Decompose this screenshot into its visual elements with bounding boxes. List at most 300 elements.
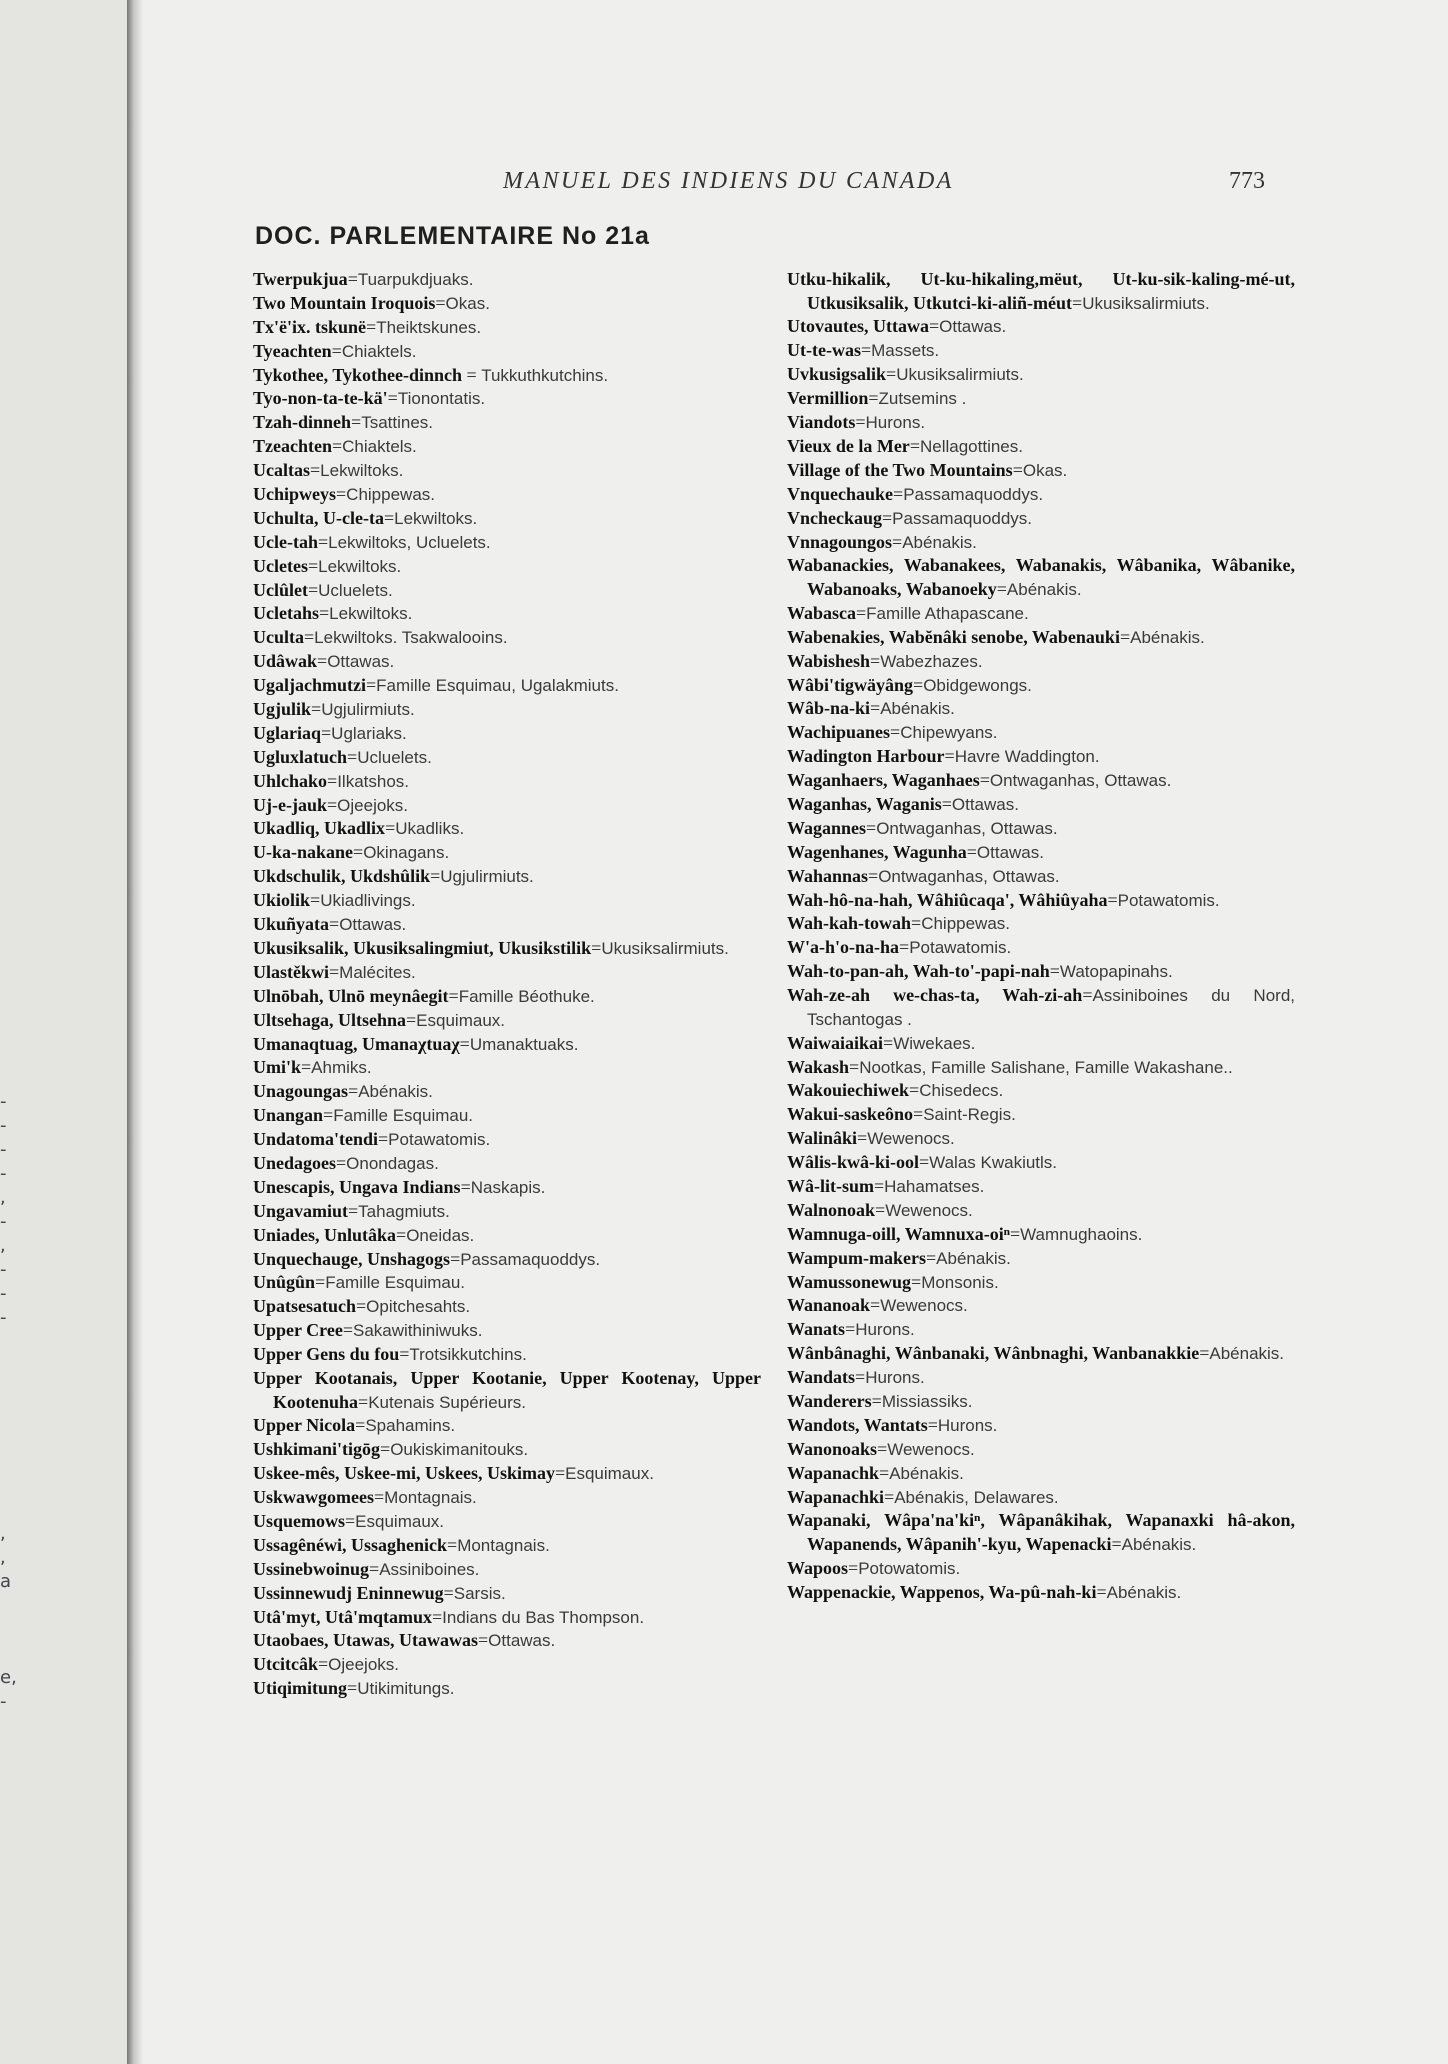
entry-separator: = — [443, 1582, 454, 1603]
index-entry — [787, 889, 1295, 913]
entry-separator: = — [450, 1248, 461, 1269]
edge-mark: e, — [0, 1667, 17, 1688]
entry-term: Wabenakies, Wabĕnâki senobe, Wabenauki — [787, 626, 1120, 647]
entry-separator: = — [399, 1344, 410, 1365]
entry-equivalent: Famille Esquimau, Ugalakmiuts. — [376, 676, 619, 696]
entry-equivalent: Lekwiltoks, Ucluelets. — [328, 532, 491, 552]
entry-term: Usquemows — [253, 1511, 346, 1532]
entry-term: Wandats — [787, 1367, 856, 1388]
entry-equivalent: Onondagas. — [346, 1153, 439, 1173]
index-entry — [253, 626, 761, 650]
index-entry — [787, 1223, 1295, 1247]
entry-equivalent: Chisedecs. — [919, 1081, 1004, 1101]
index-entry — [253, 292, 761, 316]
index-entry — [787, 1271, 1295, 1295]
index-entry — [253, 1677, 761, 1701]
index-entry — [253, 1343, 761, 1367]
edge-mark — [0, 1426, 14, 1450]
right-column — [787, 268, 1295, 1605]
entry-term: Wah-kah-towah — [787, 913, 912, 934]
entry-equivalent: Ahmiks. — [311, 1058, 372, 1078]
entry-equivalent: Malécites. — [339, 962, 416, 982]
entry-separator: = — [845, 1319, 856, 1340]
entry-equivalent: Tahagmiuts. — [358, 1201, 450, 1221]
entry-separator: = — [435, 292, 446, 313]
document-label: DOC. PARLEMENTAIRE No 21a — [255, 222, 650, 250]
index-entry — [787, 411, 1295, 435]
index-entry — [253, 316, 761, 340]
index-entry — [787, 841, 1295, 865]
entry-equivalent: Ojeejoks. — [337, 795, 409, 815]
index-entry — [787, 1509, 1295, 1556]
entry-separator: = — [406, 1009, 417, 1030]
entry-equivalent: Famille Esquimau. — [325, 1273, 466, 1293]
entry-equivalent: Okas. — [1022, 460, 1068, 480]
index-entry — [787, 1294, 1295, 1318]
entry-separator: = — [365, 675, 377, 696]
entry-separator: = — [323, 1105, 334, 1126]
entry-equivalent: Oukiskimanitouks. — [390, 1440, 529, 1460]
entry-term: Wamnuga-oill, Wamnuxa-oiⁿ — [787, 1223, 1010, 1244]
entry-equivalent: Potawatomis. — [388, 1130, 491, 1150]
entry-equivalent: Walas Kwakiutls. — [929, 1153, 1058, 1173]
entry-term: Wadington Harbour — [787, 746, 945, 767]
entry-equivalent: Indians du Bas Thompson. — [442, 1607, 645, 1627]
entry-separator: = — [893, 483, 904, 504]
entry-separator: = — [351, 412, 362, 433]
edge-mark: , — [0, 1523, 6, 1544]
entry-equivalent: Hurons. — [865, 413, 926, 433]
entry-equivalent: Abénakis, Delawares. — [894, 1487, 1059, 1507]
entry-term: Unagoungas — [253, 1081, 349, 1102]
index-entry — [253, 794, 761, 818]
entry-separator: = — [944, 746, 955, 767]
edge-mark: - — [0, 1091, 7, 1112]
entry-equivalent: Monsonis. — [921, 1272, 999, 1292]
index-entry — [253, 1510, 761, 1534]
entry-term: Ukiolik — [253, 890, 311, 911]
entry-term: Umanaqtuag, Umanaχtuaχ — [253, 1033, 460, 1054]
entry-term: Unûgûn — [253, 1272, 316, 1293]
entry-term: Uchulta, U-cle-ta — [253, 507, 384, 528]
entry-term: Wâb-na-ki — [787, 698, 871, 719]
index-entry — [253, 1414, 761, 1438]
entry-equivalent: Chiaktels. — [341, 341, 417, 361]
index-entry — [787, 626, 1295, 650]
entry-separator: = — [459, 1033, 470, 1054]
entry-term: Uvkusigsalik — [787, 364, 887, 385]
entry-term: Wanonoaks — [787, 1438, 878, 1459]
entry-term: Uchipweys — [253, 484, 337, 505]
entry-separator: = — [1012, 459, 1023, 480]
index-entry — [787, 674, 1295, 698]
edge-mark — [0, 1618, 14, 1642]
entry-equivalent: Abénakis. — [1209, 1344, 1285, 1364]
index-entry — [253, 1128, 761, 1152]
entry-term: Ulnōbah, Ulnō meynâegit — [253, 985, 449, 1006]
entry-term: Wandots, Wantats — [787, 1414, 928, 1435]
entry-separator: = — [317, 651, 328, 672]
entry-equivalent: Opitchesahts. — [366, 1297, 471, 1317]
entry-equivalent: Ugjulirmiuts. — [321, 700, 415, 720]
entry-separator: = — [1009, 1223, 1021, 1244]
entry-equivalent: Esquimaux. — [565, 1464, 654, 1484]
entry-term: Tyo-non-ta-te-kä' — [253, 388, 388, 409]
entry-equivalent: Ukusiksalirmiuts. — [1082, 293, 1210, 313]
entry-equivalent: Ojeejoks. — [328, 1655, 400, 1675]
index-entry — [787, 1318, 1295, 1342]
index-entry — [787, 1247, 1295, 1271]
entry-term: Vncheckaug — [787, 507, 883, 528]
index-entry — [253, 913, 761, 937]
edge-mark: , — [0, 1235, 6, 1256]
entry-equivalent: Esquimaux. — [416, 1010, 505, 1030]
entry-term: Wagannes — [787, 817, 867, 838]
entry-equivalent: Ukusiksalirmiuts. — [896, 365, 1024, 385]
entry-equivalent: Chippewas. — [346, 485, 435, 505]
entry-equivalent: Umanaktuaks. — [469, 1034, 579, 1054]
entry-separator: = — [336, 484, 347, 505]
entry-term: Wappenackie, Wappenos, Wa-pû-nah-ki — [787, 1581, 1097, 1602]
edge-mark — [0, 1402, 14, 1426]
index-entry — [787, 697, 1295, 721]
entry-term: Wabishesh — [787, 650, 871, 671]
index-entry — [253, 411, 761, 435]
index-entry — [787, 721, 1295, 745]
index-entry — [253, 364, 761, 388]
entry-separator: = — [307, 555, 319, 576]
entry-separator: = — [874, 1175, 885, 1196]
entry-separator: = — [1049, 961, 1060, 982]
index-entry — [787, 1127, 1295, 1151]
entry-equivalent: Chiaktels. — [342, 437, 417, 457]
index-entry — [253, 674, 761, 698]
edge-mark: - — [0, 1259, 7, 1280]
entry-separator: = — [909, 435, 920, 456]
entry-equivalent: Esquimaux. — [355, 1512, 444, 1532]
entry-term: Upper Kootanais, Upper Kootanie, Upper Kootenay, Upper Kootenuha — [253, 1367, 761, 1412]
entry-separator: = — [877, 1438, 888, 1459]
entry-term: Wapanachki — [787, 1486, 885, 1507]
entry-equivalent: Abénakis. — [1106, 1582, 1182, 1602]
entry-term: Wah-hô-na-hah, Wâhiûcaqa', Wâhiûyaha — [787, 889, 1108, 910]
entry-term: Ucaltas — [253, 460, 310, 481]
book-binding-shadow — [127, 0, 143, 2064]
entry-term: Twerpukjua — [253, 269, 348, 289]
entry-term: Ushkimani'tigōg — [253, 1439, 381, 1460]
edge-mark: - — [0, 1115, 7, 1136]
index-entry — [253, 555, 761, 579]
entry-equivalent: Passamaquoddys. — [892, 508, 1033, 528]
edge-mark — [0, 1474, 14, 1498]
entry-separator: = — [883, 1032, 894, 1053]
entry-equivalent: Hurons. — [855, 1320, 915, 1340]
entry-equivalent: Ucluelets. — [318, 580, 393, 600]
entry-term: Wanderers — [787, 1390, 872, 1411]
entry-term: Uj-e-jauk — [253, 794, 327, 815]
entry-separator: = — [336, 1152, 347, 1173]
entry-term: Wânbânaghi, Wânbanaki, Wânbnaghi, Wanbanakkie — [787, 1343, 1200, 1364]
index-entry — [787, 339, 1295, 363]
entry-separator: = — [913, 1104, 924, 1125]
entry-equivalent: Trotsikkutchins. — [409, 1345, 527, 1365]
index-entry — [253, 1056, 761, 1080]
index-entry — [787, 1390, 1295, 1414]
entry-separator: = — [385, 818, 396, 839]
edge-mark: - — [0, 1211, 7, 1232]
index-entry — [253, 1033, 761, 1057]
entry-term: Tzah-dinneh — [253, 412, 352, 433]
index-entry — [253, 746, 761, 770]
entry-equivalent: Wewenocs. — [887, 1439, 975, 1459]
edge-mark: - — [0, 1283, 7, 1304]
entry-equivalent: Utikimitungs. — [357, 1679, 455, 1699]
index-entry — [787, 459, 1295, 483]
entry-term: Uskee-mês, Uskee-mi, Uskees, Uskimay — [253, 1463, 555, 1484]
edge-mark: , — [0, 1547, 6, 1568]
index-entry — [253, 579, 761, 603]
entry-separator: = — [1072, 292, 1083, 313]
index-entry — [787, 1414, 1295, 1438]
entry-equivalent: Nootkas, Famille Salishane, Famille Wakashane.. — [859, 1057, 1233, 1077]
entry-term: Wapoos — [787, 1557, 849, 1578]
entry-separator: = — [347, 269, 358, 289]
entry-term: Uclûlet — [253, 579, 308, 600]
edge-mark — [0, 1354, 14, 1378]
entry-separator: = — [347, 1678, 358, 1699]
entry-term: Upper Gens du fou — [253, 1344, 400, 1365]
index-entry — [787, 745, 1295, 769]
index-entry — [787, 817, 1295, 841]
index-entry — [787, 1581, 1295, 1605]
edge-mark — [0, 1594, 14, 1618]
entry-term: Ugjulik — [253, 699, 312, 720]
entry-equivalent: Ottawas. — [339, 915, 407, 935]
entry-equivalent: Ontwaganhas, Ottawas. — [878, 866, 1060, 886]
entry-term: Uniades, Unlutâka — [253, 1224, 397, 1245]
entry-equivalent: Ontwaganhas, Ottawas. — [989, 771, 1172, 791]
entry-term: Wanats — [787, 1319, 846, 1340]
entry-equivalent: Ugjulirmiuts. — [440, 867, 534, 887]
entry-separator: = — [996, 578, 1007, 599]
index-entry — [787, 1079, 1295, 1103]
entry-term: Upatsesatuch — [253, 1296, 357, 1317]
entry-term: Unquechauge, Unshagogs — [253, 1248, 451, 1269]
index-entry — [253, 1176, 761, 1200]
entry-term: Ultsehaga, Ultsehna — [253, 1009, 407, 1030]
entry-term: Wahannas — [787, 865, 869, 886]
entry-equivalent: Ottawas. — [488, 1631, 556, 1651]
index-entry — [253, 722, 761, 746]
entry-separator: = — [884, 1486, 895, 1507]
entry-separator: = — [319, 603, 330, 624]
entry-equivalent: Obidgewongs. — [923, 675, 1032, 695]
entry-term: Ut-te-was — [787, 340, 861, 361]
index-entry — [787, 793, 1295, 817]
index-entry — [787, 554, 1295, 601]
entry-term: W'a-h'o-na-ha — [787, 937, 900, 958]
index-entry — [253, 985, 761, 1009]
edge-mark — [0, 1378, 14, 1402]
entry-equivalent: Naskapis. — [470, 1177, 546, 1197]
entry-term: Wabanackies, Wabanakees, Wabanakis, Wâbanika, Wâbanike, Wabanoaks, Wabanoeky — [787, 555, 1295, 599]
entry-term: Utaobaes, Utawas, Utawawas — [253, 1630, 478, 1651]
index-entry — [787, 960, 1295, 984]
entry-separator: = — [358, 1391, 369, 1412]
index-entry — [253, 459, 761, 483]
index-entry — [253, 1558, 761, 1582]
entry-separator: = — [353, 842, 364, 863]
entry-separator: = — [460, 1176, 471, 1197]
entry-separator: = — [892, 531, 903, 552]
entry-equivalent: Ottawas. — [951, 795, 1019, 814]
index-entry — [787, 507, 1295, 531]
index-entry — [253, 889, 761, 913]
entry-equivalent: Abénakis. — [889, 1463, 964, 1483]
entry-equivalent: Famille Athapascane. — [866, 603, 1029, 623]
entry-term: Unedagoes — [253, 1152, 337, 1173]
index-entry — [253, 1080, 761, 1104]
index-entry — [253, 865, 761, 889]
entry-equivalent: Assiniboines. — [379, 1559, 480, 1579]
index-entry — [253, 841, 761, 865]
entry-separator: = — [369, 1558, 380, 1579]
index-entry — [253, 1152, 761, 1176]
entry-equivalent: Lekwiltoks. — [320, 461, 404, 481]
index-entry — [253, 937, 761, 961]
entry-equivalent: Missiassiks. — [881, 1391, 973, 1411]
entry-term: Ucletes — [253, 555, 308, 576]
entry-term: Walinâki — [787, 1128, 858, 1149]
entry-separator: = — [1096, 1581, 1107, 1602]
entry-equivalent: Abénakis. — [902, 532, 977, 552]
entry-separator: = — [387, 388, 398, 409]
entry-term: Ungavamiut — [253, 1200, 349, 1221]
entry-separator: = — [356, 1296, 367, 1317]
entry-separator: = — [331, 340, 342, 361]
entry-equivalent: Wewenocs. — [885, 1200, 973, 1220]
entry-term: Waiwaiaikai — [787, 1032, 884, 1053]
entry-equivalent: Watopapinahs. — [1059, 962, 1173, 982]
entry-term: Wâbi'tigwäyâng — [787, 674, 914, 695]
entry-equivalent: Sarsis. — [453, 1583, 506, 1603]
index-entry — [253, 961, 761, 985]
entry-separator: = — [317, 1654, 329, 1675]
index-entry — [253, 1295, 761, 1319]
entry-separator: = — [321, 722, 332, 743]
entry-equivalent: Potowatomis. — [858, 1558, 961, 1578]
entry-separator: = — [941, 794, 952, 814]
index-entry — [253, 1462, 761, 1486]
entry-equivalent: Montagnais. — [384, 1488, 477, 1508]
entry-term: Ussinnewudj Eninnewug — [253, 1582, 444, 1603]
entry-separator: = — [1119, 626, 1131, 647]
index-entry — [253, 1248, 761, 1272]
entry-term: U-ka-nakane — [253, 842, 354, 863]
entry-separator: = — [857, 1128, 868, 1149]
entry-term: Wakash — [787, 1056, 850, 1077]
adjacent-page-marks — [0, 1090, 17, 1714]
index-entry — [787, 602, 1295, 626]
entry-separator: = — [355, 1415, 366, 1436]
entry-separator: = — [868, 388, 879, 409]
edge-mark — [0, 1642, 14, 1666]
entry-term: Uglariaq — [253, 722, 322, 743]
entry-equivalent: Lekwiltoks. Tsakwalooins. — [314, 628, 508, 648]
index-entry — [253, 340, 761, 364]
entry-separator: = — [430, 866, 441, 887]
entry-term: Utâ'myt, Utâ'mqtamux — [253, 1606, 432, 1627]
page-number: 773 — [1229, 168, 1265, 194]
entry-separator: = — [856, 602, 867, 623]
entry-equivalent: Saint-Regis. — [923, 1105, 1016, 1125]
entry-separator: = — [347, 746, 358, 767]
entry-term: Ucletahs — [253, 603, 319, 624]
entry-separator: = — [928, 316, 940, 337]
entry-term: Wakouiechiwek — [787, 1080, 910, 1101]
entry-separator: = — [866, 817, 877, 838]
entry-separator: = — [378, 1129, 389, 1150]
index-entry — [787, 1557, 1295, 1581]
entry-separator: = — [342, 1320, 353, 1341]
entry-separator: = — [329, 914, 340, 935]
entry-separator: = — [383, 507, 395, 528]
entry-separator: = — [849, 1056, 860, 1077]
index-entry — [253, 650, 761, 674]
entry-separator: = — [396, 1224, 407, 1245]
entry-term: Village of the Two Mountains — [787, 459, 1013, 480]
entry-equivalent: Lekwiltoks. — [318, 556, 402, 576]
entry-separator: = — [966, 841, 977, 862]
entry-equivalent: Tsattines. — [361, 413, 434, 433]
index-entry — [253, 817, 761, 841]
entry-term: Ugluxlatuch — [253, 746, 348, 767]
entry-equivalent: Famille Esquimau. — [333, 1106, 474, 1126]
entry-separator: = — [554, 1463, 566, 1484]
entry-term: Utovautes, Uttawa — [787, 316, 929, 337]
index-entry — [253, 1629, 761, 1653]
entry-equivalent: Tukkuthkutchins. — [481, 365, 609, 385]
entry-separator: = — [855, 1367, 866, 1388]
running-title: MANUEL DES INDIENS DU CANADA — [503, 168, 954, 194]
index-entry — [787, 1366, 1295, 1390]
index-entry — [253, 1653, 761, 1677]
entry-equivalent: Okinagans. — [363, 843, 450, 863]
entry-equivalent: Hurons. — [865, 1368, 925, 1388]
entry-equivalent: Tionontatis. — [397, 389, 486, 409]
index-entry — [787, 483, 1295, 507]
entry-equivalent: Assiniboines du Nord, Tschantogas . — [807, 986, 1295, 1029]
entry-separator: = — [860, 340, 872, 361]
index-entry — [787, 1056, 1295, 1080]
index-entry — [787, 1151, 1295, 1175]
edge-mark — [0, 1450, 14, 1474]
entry-term: Ussagênéwi, Ussaghenick — [253, 1534, 448, 1555]
entry-term: Wah-to-pan-ah, Wah-to'-papi-nah — [787, 961, 1050, 982]
entry-equivalent: Ottawas. — [976, 842, 1044, 862]
index-entry — [787, 315, 1295, 339]
entry-equivalent: Montagnais. — [457, 1535, 550, 1555]
entry-term: Undatoma'tendi — [253, 1129, 379, 1150]
index-entry — [253, 770, 761, 794]
entry-term: Utiqimitung — [253, 1678, 348, 1699]
entry-term: Wananoak — [787, 1295, 871, 1316]
index-entry — [253, 1271, 761, 1295]
entry-term: Ukusiksalik, Ukusiksalingmiut, Ukusikstilik — [253, 937, 592, 958]
entry-separator: = — [329, 961, 340, 982]
entry-separator: = — [447, 1534, 458, 1555]
entry-equivalent: Ukadliks. — [395, 819, 465, 839]
